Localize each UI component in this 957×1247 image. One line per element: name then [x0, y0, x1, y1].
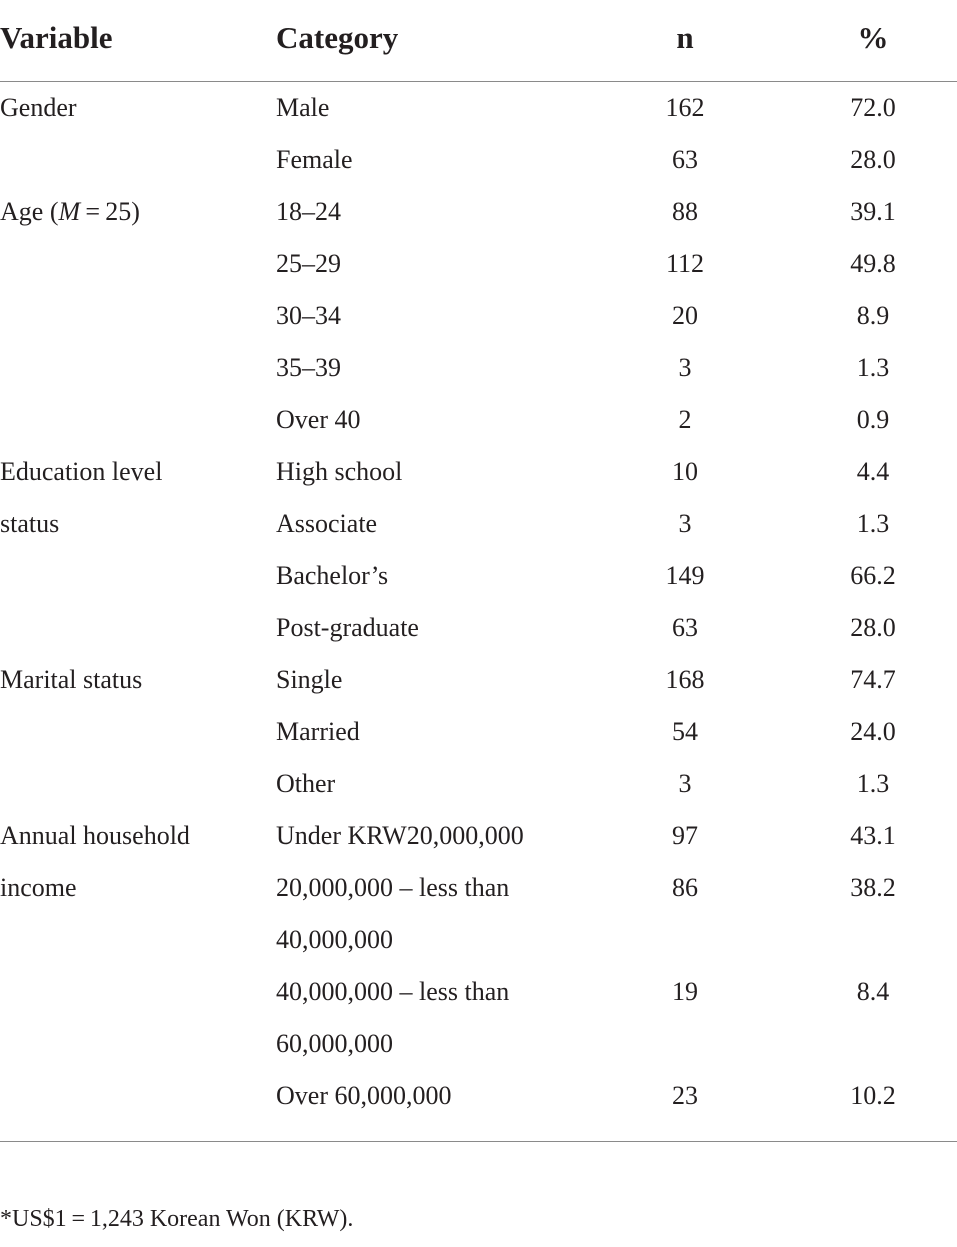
cell-percent: 49.8	[850, 249, 896, 278]
cell-n: 86	[672, 873, 698, 902]
cell-category: Post-graduate	[276, 613, 419, 642]
cell-variable: Gender	[0, 93, 77, 122]
cell-percent: 39.1	[850, 197, 896, 226]
table-row	[0, 654, 957, 706]
cell-percent: 38.2	[850, 873, 896, 902]
cell-n: 162	[665, 93, 705, 122]
cell-category: 60,000,000	[276, 1029, 393, 1058]
cell-variable: income	[0, 873, 77, 902]
cell-category: Over 40	[276, 405, 361, 434]
cell-category: Male	[276, 93, 330, 122]
table-row	[0, 1070, 957, 1122]
cell-percent: 43.1	[850, 821, 896, 850]
cell-percent: 66.2	[850, 561, 896, 590]
table-row	[0, 290, 957, 342]
table-row	[0, 134, 957, 186]
table-row	[0, 1018, 957, 1070]
table-row	[0, 342, 957, 394]
cell-percent: 10.2	[850, 1081, 896, 1110]
cell-category: Single	[276, 665, 343, 694]
table-row	[0, 394, 957, 446]
cell-percent: 1.3	[856, 509, 890, 538]
cell-percent: 8.4	[856, 977, 890, 1006]
cell-n: 112	[665, 249, 705, 278]
cell-category: High school	[276, 457, 403, 486]
cell-n: 63	[672, 613, 698, 642]
cell-category: 40,000,000	[276, 925, 393, 954]
cell-category: 40,000,000 – less than	[276, 977, 510, 1006]
cell-percent: 4.4	[856, 457, 890, 486]
cell-percent: 1.3	[856, 353, 890, 382]
cell-variable: status	[0, 509, 60, 538]
cell-category: Under KRW20,000,000	[276, 821, 524, 850]
cell-category: Married	[276, 717, 360, 746]
cell-category: 18–24	[276, 197, 341, 226]
cell-variable-suffix: = 25)	[80, 197, 140, 226]
header-percent: %	[857, 20, 889, 55]
table-row	[0, 550, 957, 602]
cell-n: 54	[672, 717, 698, 746]
cell-category: Other	[276, 769, 336, 798]
cell-n: 23	[672, 1081, 698, 1110]
cell-variable-italic: M	[58, 197, 81, 226]
table-row	[0, 498, 957, 550]
cell-n: 2	[678, 405, 692, 434]
table-row	[0, 758, 957, 810]
header-variable: Variable	[0, 20, 113, 55]
cell-n: 3	[678, 769, 692, 798]
table-row	[0, 186, 957, 238]
table-row	[0, 602, 957, 654]
cell-category: 35–39	[276, 353, 341, 382]
cell-percent: 1.3	[856, 769, 890, 798]
table-header	[0, 0, 957, 82]
cell-category: Female	[276, 145, 353, 174]
cell-category: 25–29	[276, 249, 341, 278]
cell-category: Bachelor’s	[276, 561, 389, 590]
cell-percent: 28.0	[850, 613, 896, 642]
cell-n: 88	[672, 197, 698, 226]
table-row	[0, 238, 957, 290]
cell-variable-prefix: Age (	[0, 197, 59, 226]
table-bottom-rule	[0, 1141, 957, 1142]
cell-percent: 72.0	[850, 93, 896, 122]
cell-variable: Marital status	[0, 665, 143, 694]
cell-percent: 8.9	[856, 301, 890, 330]
cell-variable	[0, 193, 140, 231]
table-footnote: *US$1 = 1,243 Korean Won (KRW).	[0, 1206, 354, 1232]
table-row	[0, 810, 957, 862]
table-body	[0, 82, 957, 1122]
cell-n: 19	[672, 977, 698, 1006]
table-row	[0, 914, 957, 966]
table-row	[0, 446, 957, 498]
cell-category: Associate	[276, 509, 378, 538]
header-n: n	[676, 20, 694, 55]
cell-category: 30–34	[276, 301, 341, 330]
cell-category: 20,000,000 – less than	[276, 873, 510, 902]
cell-category: Over 60,000,000	[276, 1081, 452, 1110]
cell-n: 3	[678, 353, 692, 382]
cell-n: 63	[672, 145, 698, 174]
cell-n: 97	[672, 821, 698, 850]
table-row	[0, 862, 957, 914]
cell-percent: 24.0	[850, 717, 896, 746]
cell-n: 149	[665, 561, 705, 590]
table-row	[0, 966, 957, 1018]
cell-percent: 0.9	[856, 405, 890, 434]
cell-variable: Annual household	[0, 821, 190, 850]
table-row	[0, 82, 957, 134]
cell-percent: 28.0	[850, 145, 896, 174]
cell-n: 3	[678, 509, 692, 538]
cell-percent: 74.7	[850, 665, 896, 694]
cell-variable: Education level	[0, 457, 163, 486]
header-category: Category	[276, 20, 399, 55]
cell-n: 168	[665, 665, 705, 694]
cell-n: 20	[672, 301, 698, 330]
table-row	[0, 706, 957, 758]
cell-n: 10	[672, 457, 698, 486]
